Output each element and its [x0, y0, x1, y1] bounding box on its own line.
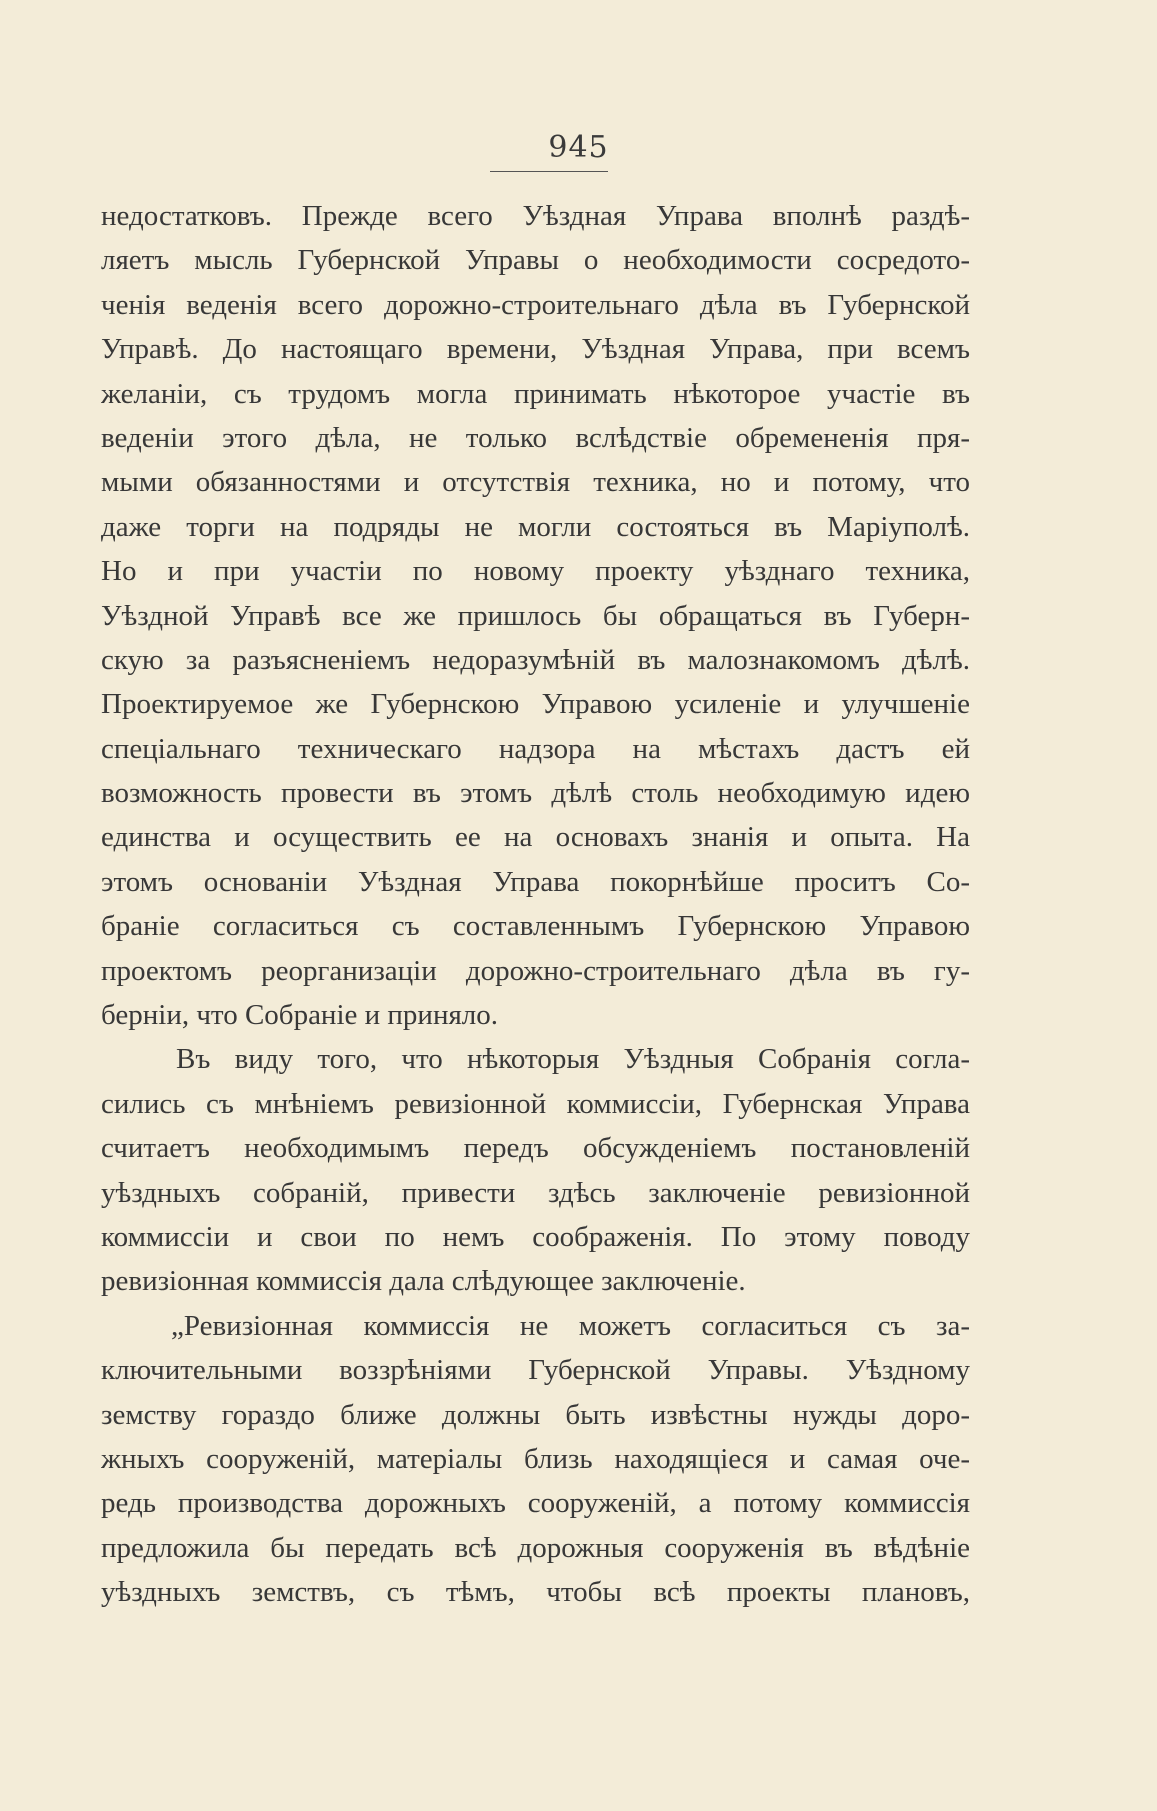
text-line: скую за разъясненіемъ недоразумѣній въ малознакомомъ дѣлѣ.: [101, 643, 970, 676]
text-line: ляетъ мысль Губернской Управы о необходимости сосредото-: [101, 244, 970, 277]
text-line: уѣздныхъ собраній, привести здѣсь заключеніе ревизіонной: [101, 1176, 970, 1209]
text-line: Но и при участіи по новому проекту уѣзднаго техника,: [101, 555, 970, 588]
text-line: Уѣздной Управѣ все же пришлось бы обращаться въ Губерн-: [101, 599, 970, 632]
text-line: возможность провести въ этомъ дѣлѣ столь необходимую идею: [101, 777, 970, 810]
text-line-paragraph-start: Въ виду того, что нѣкоторыя Уѣздныя Собранія согла-: [176, 1043, 970, 1076]
text-line: коммиссіи и свои по немъ соображенія. По этому поводу: [101, 1220, 970, 1253]
text-line: предложила бы передать всѣ дорожныя сооруженія въ вѣдѣніе: [101, 1531, 970, 1564]
text-line: веденіи этого дѣла, не только вслѣдствіе обремененія пря-: [101, 421, 970, 454]
text-line: ключительными воззрѣніями Губернской Управы. Уѣздному: [101, 1354, 970, 1387]
text-line: жныхъ сооруженій, матеріалы близь находящіеся и самая оче-: [101, 1442, 970, 1475]
text-line: Управѣ. До настоящаго времени, Уѣздная Управа, при всемъ: [101, 333, 970, 366]
page-number: 945: [548, 130, 609, 165]
text-line: мыми обязанностями и отсутствія техника, но и потому, что: [101, 466, 970, 499]
text-line-paragraph-end: ревизіонная коммиссія дала слѣдующее заключеніе.: [101, 1265, 746, 1298]
text-line: спеціальнаго техническаго надзора на мѣстахъ дастъ ей: [101, 732, 970, 765]
text-line-quote-start: „Ревизіонная коммиссія не можетъ согласиться съ за-: [171, 1309, 970, 1342]
text-line: земству гораздо ближе должны быть извѣстны нужды доро-: [101, 1398, 970, 1431]
text-line: желаніи, съ трудомъ могла принимать нѣкоторое участіе въ: [101, 377, 970, 410]
text-line: даже торги на подряды не могли состояться въ Маріуполѣ.: [101, 510, 970, 543]
text-line: уѣздныхъ земствъ, съ тѣмъ, чтобы всѣ проекты плановъ,: [101, 1576, 970, 1609]
text-line: редь производства дорожныхъ сооруженій, а потому коммиссія: [101, 1487, 970, 1520]
text-line: ченія веденія всего дорожно-строительнаго дѣла въ Губернской: [101, 288, 970, 321]
text-line: браніе согласиться съ составленнымъ Губернскою Управою: [101, 910, 970, 943]
text-line: считаетъ необходимымъ передъ обсужденіемъ постановленій: [101, 1132, 970, 1165]
text-line: сились съ мнѣніемъ ревизіонной коммиссіи, Губернская Управа: [101, 1087, 970, 1120]
page-number-rule: [490, 171, 608, 172]
body-text: [101, 194, 970, 1615]
text-line: единства и осуществить ее на основахъ знанія и опыта. На: [101, 821, 970, 854]
text-line: этомъ основаніи Уѣздная Управа покорнѣйше проситъ Со-: [101, 865, 970, 898]
text-line: недостатковъ. Прежде всего Уѣздная Управа вполнѣ раздѣ-: [101, 200, 970, 232]
text-line-paragraph-end: берніи, что Собраніе и приняло.: [101, 999, 499, 1032]
text-line: Проектируемое же Губернскою Управою усиленіе и улучшеніе: [101, 688, 970, 721]
text-line: проектомъ реорганизаціи дорожно-строительнаго дѣла въ гу-: [101, 954, 970, 987]
